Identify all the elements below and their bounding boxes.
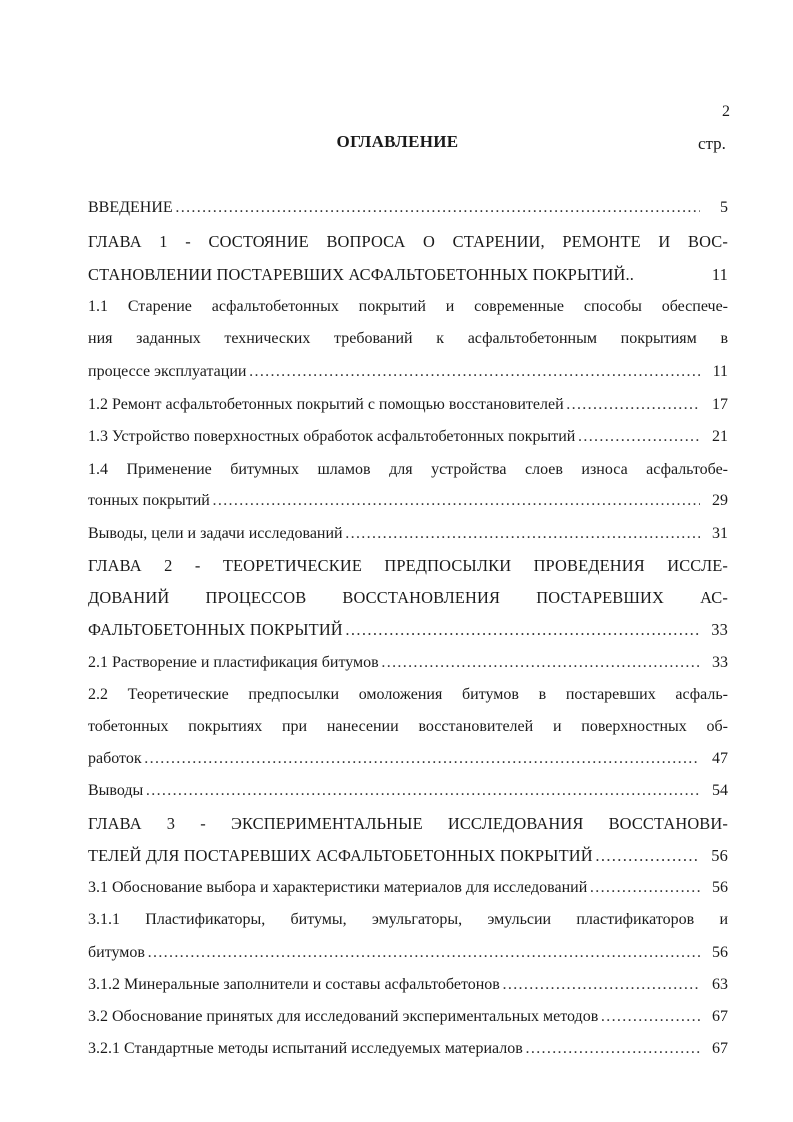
leader-dots <box>147 942 700 964</box>
page-column-label: стр. <box>698 134 726 153</box>
leader-dots <box>600 1006 700 1028</box>
toc-entry <box>88 619 728 641</box>
page-title: ОГЛАВЛЕНИЕ <box>336 132 459 151</box>
toc-entry-line: ния заданных технических требований к асфальтобетонным покрытиям в <box>88 330 728 347</box>
toc-entry-text: Выводы, цели и задачи исследований <box>88 525 343 542</box>
toc-entry-text: ВВЕДЕНИЕ <box>88 199 173 216</box>
toc-entry-line: 3.1.1 Пластификаторы, битумы, эмульгаторы, эмульсии пластификаторов и <box>88 911 728 928</box>
leader-dots <box>248 361 700 383</box>
toc-entry-page: 21 <box>712 428 728 445</box>
toc-entry-line: ГЛАВА 1 - СОСТОЯНИЕ ВОПРОСА О СТАРЕНИИ, РЕМОНТЕ И ВОС- <box>88 232 728 251</box>
leader-dots <box>589 877 700 899</box>
toc-entry-page: 54 <box>712 782 728 799</box>
toc-entry-page: 33 <box>711 620 728 639</box>
leader-dots <box>566 394 700 416</box>
toc-entry <box>88 748 728 770</box>
leader-dots <box>525 1038 700 1060</box>
toc-entry <box>88 1006 728 1028</box>
toc-entry-text: тонных покрытий <box>88 492 210 509</box>
toc-entry-line: 1.4 Применение битумных шламов для устройства слоев износа асфальтобе- <box>88 461 728 478</box>
toc-entry-line: ГЛАВА 3 - ЭКСПЕРИМЕНТАЛЬНЫЕ ИССЛЕДОВАНИЯ ВОССТАНОВИ- <box>88 814 728 833</box>
toc-entry <box>88 361 728 383</box>
toc-entry-text: битумов <box>88 944 145 961</box>
toc-entry <box>88 523 728 545</box>
toc-entry-page: 17 <box>712 396 728 413</box>
toc-entry-text: 1.3 Устройство поверхностных обработок асфальтобетонных покрытий <box>88 428 576 445</box>
toc-entry-page: 56 <box>712 944 728 961</box>
toc-entry-page: 56 <box>711 846 728 865</box>
toc-entry <box>88 974 728 996</box>
toc-entry-text: 3.1.2 Минеральные заполнители и составы асфальтобетонов <box>88 976 500 993</box>
toc-entry-page: 63 <box>712 976 728 993</box>
leader-dots <box>345 619 700 641</box>
toc-entry-text: 3.2.1 Стандартные методы испытаний исследуемых материалов <box>88 1040 523 1057</box>
toc-entry <box>88 942 728 964</box>
leader-dots <box>175 197 700 219</box>
toc-entry-text: 2.1 Растворение и пластификация битумов <box>88 654 379 671</box>
leader-dots <box>345 523 700 545</box>
toc-entry <box>88 426 728 448</box>
leader-dots <box>145 780 700 802</box>
toc-entry <box>88 845 728 867</box>
toc-entry-text: Выводы <box>88 782 144 799</box>
toc-entry-page: 67 <box>712 1008 728 1025</box>
toc-entry <box>88 780 728 802</box>
toc-entry <box>88 197 728 219</box>
toc-entry-text: СТАНОВЛЕНИИ ПОСТАРЕВШИХ АСФАЛЬТОБЕТОННЫХ ПОКРЫТИЙ.. <box>88 265 635 284</box>
toc-entry-text: 1.2 Ремонт асфальтобетонных покрытий с помощью восстановителей <box>88 396 564 413</box>
toc-entry-page: 56 <box>712 879 728 896</box>
toc-entry <box>88 1038 728 1060</box>
leader-dots <box>381 652 700 674</box>
toc-entry-page: 11 <box>711 265 728 284</box>
toc-entry <box>88 264 728 286</box>
toc-entry-page: 11 <box>712 363 728 380</box>
toc-entry-page: 33 <box>712 654 728 671</box>
toc-entry-line: тобетонных покрытиях при нанесении восстановителей и поверхностных об- <box>88 718 728 735</box>
toc-entry-line: 2.2 Теоретические предпосылки омоложения битумов в постаревших асфаль- <box>88 686 728 703</box>
toc-entry-line: 1.1 Старение асфальтобетонных покрытий и современные способы обеспече- <box>88 298 728 315</box>
leader-dots <box>144 748 700 770</box>
leader-dots <box>577 426 700 448</box>
page-number: 2 <box>722 103 730 120</box>
toc-entry-page: 5 <box>720 199 728 216</box>
toc-entry-page: 31 <box>712 525 728 542</box>
toc-entry-text: ТЕЛЕЙ ДЛЯ ПОСТАРЕВШИХ АСФАЛЬТОБЕТОННЫХ ПОКРЫТИЙ <box>88 846 593 865</box>
leader-dots <box>212 490 700 512</box>
toc-entry <box>88 490 728 512</box>
leader-dots <box>595 845 700 867</box>
toc-entry-page: 29 <box>712 492 728 509</box>
toc-entry-page: 67 <box>712 1040 728 1057</box>
toc-entry-text: 3.1 Обоснование выбора и характеристики материалов для исследований <box>88 879 588 896</box>
leader-dots <box>502 974 700 996</box>
toc-entry <box>88 652 728 674</box>
toc-entry <box>88 877 728 899</box>
toc-entry-text: ФАЛЬТОБЕТОННЫХ ПОКРЫТИЙ <box>88 620 343 639</box>
toc-entry <box>88 394 728 416</box>
toc-entry-text: работок <box>88 750 142 767</box>
toc-entry-text: процессе эксплуатации <box>88 363 247 380</box>
toc-entry-line: ДОВАНИЙ ПРОЦЕССОВ ВОССТАНОВЛЕНИЯ ПОСТАРЕВШИХ АС- <box>88 588 728 607</box>
toc-entry-text: 3.2 Обоснование принятых для исследований экспериментальных методов <box>88 1008 599 1025</box>
toc-entry-page: 47 <box>712 750 728 767</box>
toc-entry-line: ГЛАВА 2 - ТЕОРЕТИЧЕСКИЕ ПРЕДПОСЫЛКИ ПРОВЕДЕНИЯ ИССЛЕ- <box>88 556 728 575</box>
